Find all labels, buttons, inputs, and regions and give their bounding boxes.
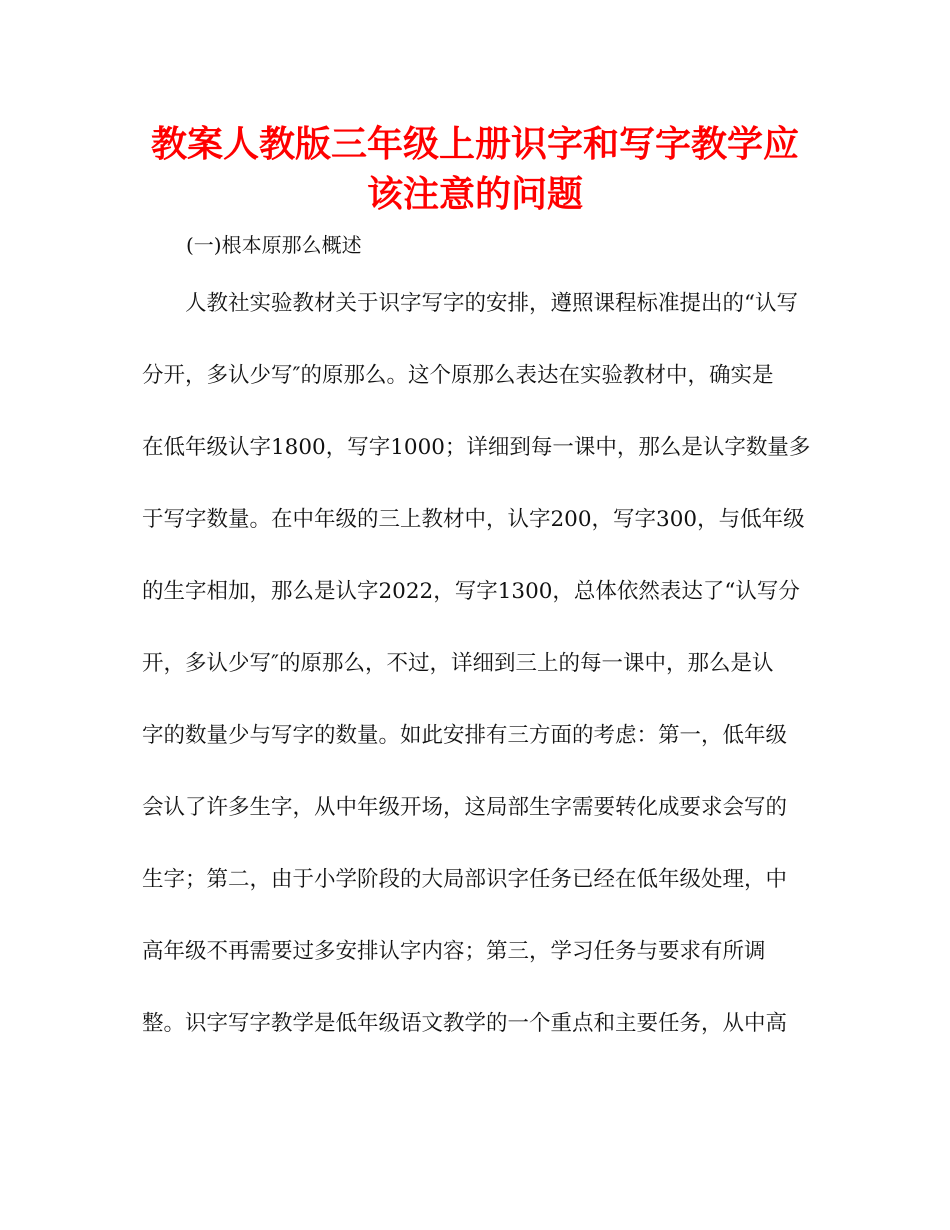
body-line: 会认了许多生字，从中年级开场，这局部生字需要转化成要求会写的 <box>142 795 788 820</box>
body-line: 于写字数量。在中年级的三上教材中，认字200，写字300，与低年级 <box>142 507 805 532</box>
body-line: 分开，多认少写″的原那么。这个原那么表达在实验教材中，确实是 <box>142 363 774 388</box>
body-line: 生字；第二，由于小学阶段的大局部识字任务已经在低年级处理，中 <box>142 867 788 892</box>
body-text <box>142 288 812 1080</box>
body-line: 的生字相加，那么是认字2022，写字1300，总体依然表达了“认写分 <box>142 579 800 604</box>
section-heading: (一)根本原那么概述 <box>186 233 362 257</box>
body-line: 人教社实验教材关于识字写字的安排，遵照课程标准提出的“认写 <box>185 291 798 316</box>
body-line: 高年级不再需要过多安排认字内容；第三，学习任务与要求有所调 <box>142 939 766 964</box>
body-line: 在低年级认字1800，写字1000；详细到每一课中，那么是认字数量多 <box>142 435 811 460</box>
body-line: 整。识字写字教学是低年级语文教学的一个重点和主要任务，从中高 <box>142 1011 788 1036</box>
body-line: 开，多认少写″的原那么，不过，详细到三上的每一课中，那么是认 <box>142 651 774 676</box>
document-title: 教案人教版三年级上册识字和写字教学应该注意的问题 <box>150 124 799 215</box>
body-line: 字的数量少与写字的数量。如此安排有三方面的考虑：第一，低年级 <box>142 723 788 748</box>
